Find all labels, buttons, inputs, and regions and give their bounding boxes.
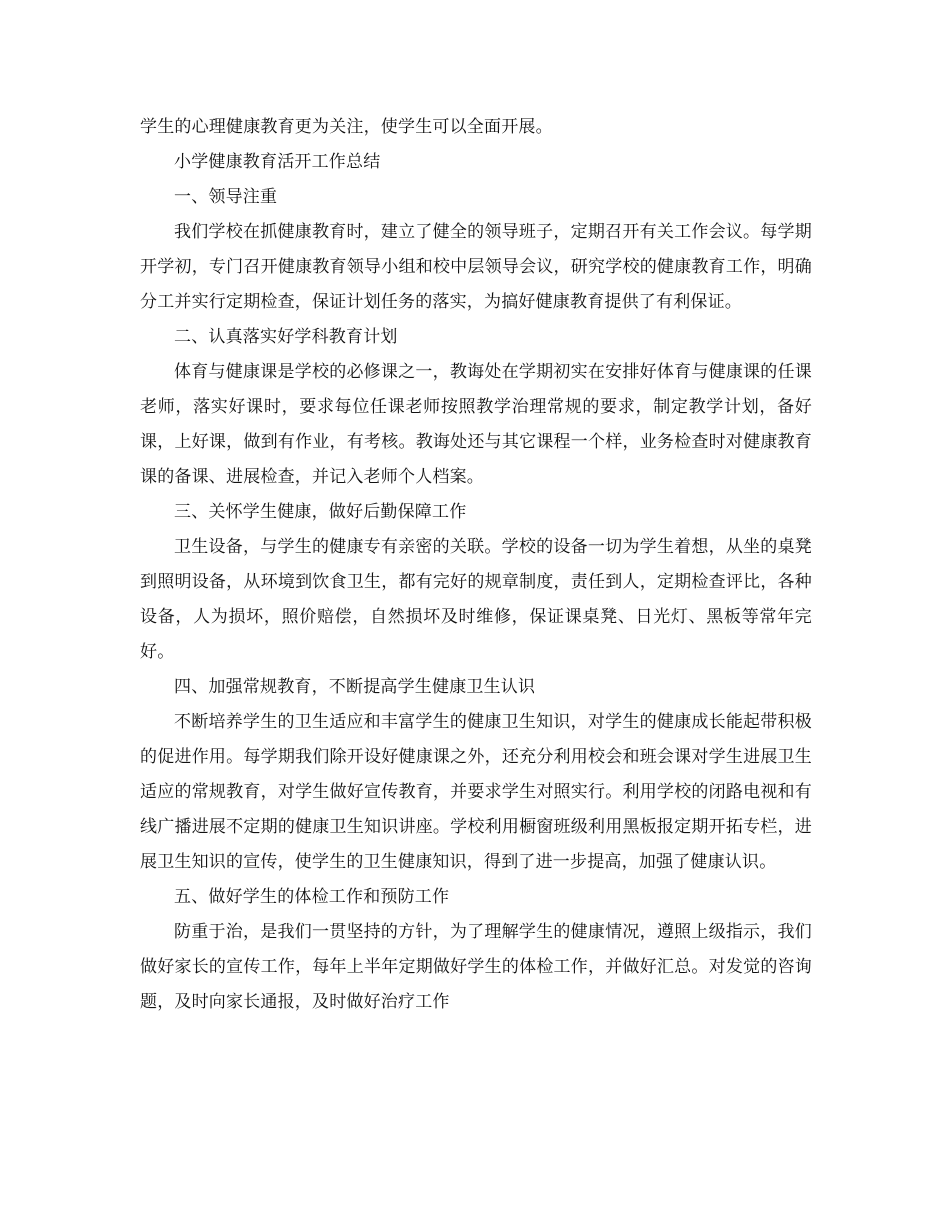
section-heading-4: 四、加强常规教育，不断提高学生健康卫生认识 (174, 677, 536, 697)
section-body-1: 我们学校在抓健康教育时，建立了健全的领导班子，定期召开有关工作会议。每学期开学初，专门召开健康教育领导小组和校中层领导会议，研究学校的健康教育工作，明确分工并实行定期检查，保证计划任务的落实，为搞好健康教育提供了有利保证。 (140, 222, 812, 312)
section-body-5: 防重于治，是我们一贯坚持的方针，为了理解学生的健康情况，遵照上级指示，我们做好家长的宣传工作，每年上半年定期做好学生的体检工作，并做好汇总。对发觉的咨询题，及时向家长通报，及时做好治疗工作 (140, 922, 812, 1012)
document-title: 小学健康教育活开工作总结 (174, 152, 381, 172)
section-heading-2: 二、认真落实好学科教育计划 (174, 327, 398, 347)
section-heading-1: 一、领导注重 (174, 187, 278, 207)
section-body-4: 不断培养学生的卫生适应和丰富学生的健康卫生知识，对学生的健康成长能起带积极的促进作用。每学期我们除开设好健康课之外，还充分利用校会和班会课对学生进展卫生适应的常规教育，对学生做好宣传教育，并要求学生对照实行。利用学校的闭路电视和有线广播进展不定期的健康卫生知识讲座。学校利用橱窗班级利用黑板报定期开拓专栏，进展卫生知识的宣传，使学生的卫生健康知识，得到了进一步提高，加强了健康认识。 (140, 712, 812, 872)
section-heading-5: 五、做好学生的体检工作和预防工作 (174, 887, 450, 907)
section-body-3: 卫生设备，与学生的健康专有亲密的关联。学校的设备一切为学生着想，从坐的桌凳到照明设备，从环境到饮食卫生，都有完好的规章制度，责任到人，定期检查评比，各种设备，人为损坏，照价赔偿，自然损坏及时维修，保证课桌凳、日光灯、黑板等常年完好。 (140, 537, 812, 662)
section-heading-3: 三、关怀学生健康，做好后勤保障工作 (174, 502, 467, 522)
paragraph-continuation: 学生的心理健康教育更为关注，使学生可以全面开展。 (140, 117, 553, 137)
section-body-2: 体育与健康课是学校的必修课之一，教诲处在学期初实在安排好体育与健康课的任课老师，落实好课时，要求每位任课老师按照教学治理常规的要求，制定教学计划，备好课，上好课，做到有作业，有考核。教诲处还与其它课程一个样，业务检查时对健康教育课的备课、进展检查，并记入老师个人档案。 (140, 362, 812, 487)
document-body (140, 110, 812, 1020)
